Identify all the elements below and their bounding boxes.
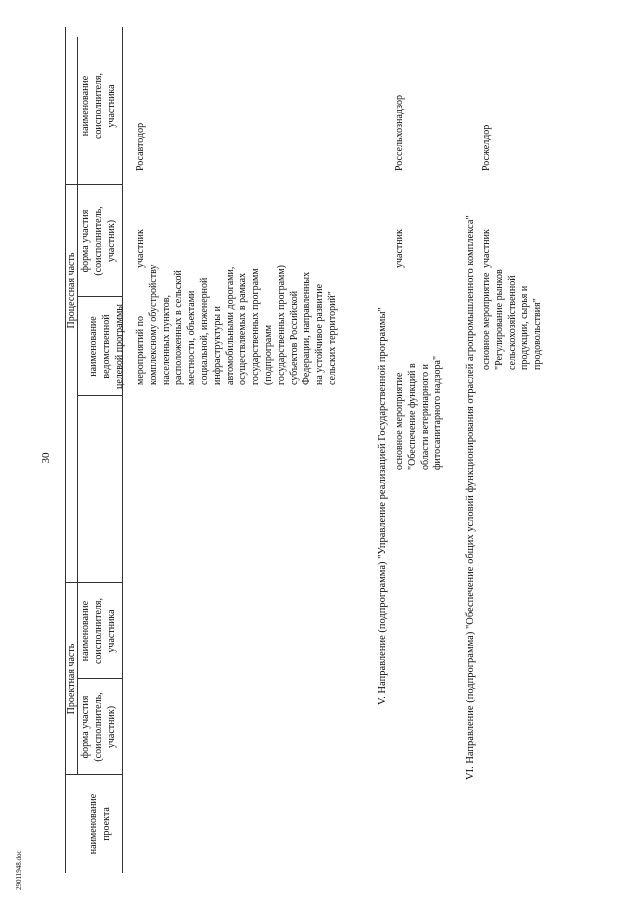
row3-program-text: основное мероприятие "Регулирование рынков сельскохозяйственной продукции, сырья и продовольствия" [481,269,544,370]
process-part-header: Процессная часть [66,252,77,329]
header-coexecutor-right: наименование соисполнителя, участника [80,72,117,140]
row3-coexecutor: Росжелдор [481,124,492,171]
row2-program-text: основное мероприятие "Обеспечение функций в области ветеринарного и фитосанитарного надзора" [394,355,444,470]
section-v-heading: V. Направление (подпрограмма) "Управление реализацией Государственной программы" [377,307,388,705]
header-coexecutor-left: наименование соисполнителя, участника [80,597,117,665]
document-code: 29011948.doc [15,850,23,890]
section-vi-heading: VI. Направление (подпрограмма) "Обеспечение общих условий функционирования отраслей агропромышленного комплекса" [465,215,476,780]
row2-coexecutor: Россельхознадзор [394,94,405,171]
row2-participation-form: участник [394,229,405,268]
page-number: 30 [40,452,52,464]
header-participation-form-right: форма участия (соисполнитель, участник) [80,206,117,276]
row1-participation-form: участник [135,229,146,268]
header-bottom-rule [122,27,123,873]
header-participation-form-left: форма участия (соисполнитель, участник) [80,692,117,762]
header-project-name: наименование проекта [88,793,112,855]
project-part-header: Проектная часть [66,643,77,715]
row3-participation-form: участник [481,229,492,268]
row1-program-text: мероприятий по комплексному обустройству населенных пунктов, расположенных в сельской местности, объектами социальной, инженерной инфраструктуры и автомобильными дорогами, осуществляемых в рамках государственных программ (подпрограмм государственных программ) субъектов Российской Федерации, направленных на устойчивое развитие сельских территорий" [135,264,338,385]
row1-coexecutor: Росавтодор [135,122,146,171]
header-departmental-program: наименование ведомственной целевой программы [88,304,125,389]
